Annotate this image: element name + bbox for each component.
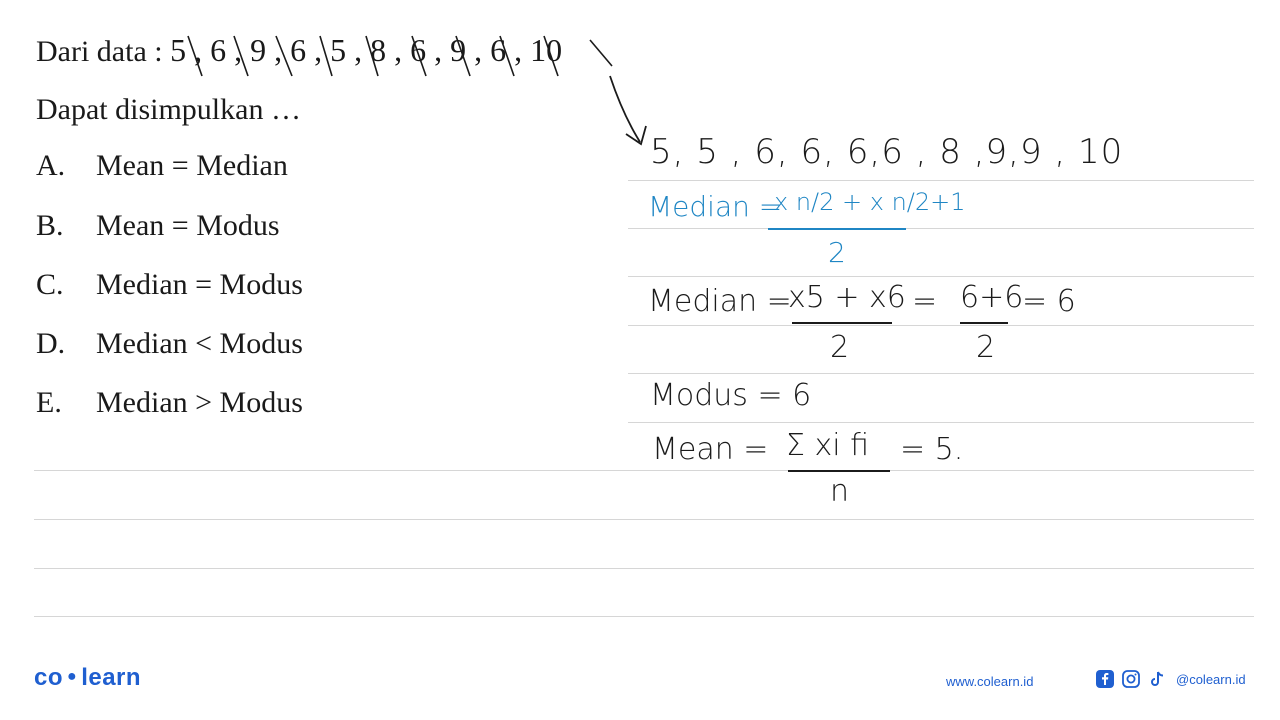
ruled-line: [34, 616, 1254, 617]
logo-dot: ●: [67, 668, 78, 685]
social-handle[interactable]: @colearn.id: [1176, 671, 1246, 687]
median-formula-label: Median =: [648, 190, 783, 223]
mean-result: = 5.: [900, 432, 964, 467]
median-formula-denominator: 2: [828, 236, 846, 269]
mean-denominator: n: [830, 474, 850, 509]
option-text: Mean = Modus: [96, 209, 280, 242]
data-prefix: Dari data :: [36, 35, 171, 68]
arrow-icon: [606, 72, 656, 152]
option-a: [36, 148, 288, 184]
equals-sign: =: [912, 284, 938, 319]
median-formula-fraction-bar: [768, 228, 906, 230]
mean-numerator: Σ xi fi: [786, 428, 870, 463]
instagram-icon[interactable]: [1122, 670, 1140, 688]
strike-marks: [180, 26, 620, 86]
website-link[interactable]: www.colearn.id: [946, 674, 1034, 689]
option-text: Median > Modus: [96, 386, 303, 419]
mean-fraction-bar: [788, 470, 890, 472]
option-text: Median < Modus: [96, 327, 303, 360]
median-calc-label: Median =: [648, 284, 792, 319]
ruled-line: [34, 470, 1254, 471]
median-mid-numerator: 6+6: [960, 280, 1024, 315]
option-c: [36, 267, 303, 303]
modus-line: Modus = 6: [650, 378, 812, 413]
colearn-logo: [34, 664, 141, 692]
facebook-icon[interactable]: [1096, 670, 1114, 688]
median-calc-result: = 6: [1022, 284, 1076, 319]
question-prompt: Dapat disimpulkan …: [36, 93, 301, 126]
option-letter: B.: [36, 209, 64, 242]
median-calc-denominator: 2: [830, 330, 850, 365]
median-calc-fraction-bar: [792, 322, 892, 324]
option-letter: A.: [36, 149, 66, 182]
median-mid-fraction-bar: [960, 322, 1008, 324]
option-e: [36, 385, 303, 421]
ruled-line: [628, 422, 1254, 423]
social-links: [1096, 670, 1246, 688]
option-text: Median = Modus: [96, 268, 303, 301]
option-text: Mean = Median: [96, 149, 288, 182]
ruled-line: [628, 276, 1254, 277]
mean-label: Mean =: [652, 432, 769, 467]
logo-left: co: [34, 664, 64, 691]
logo-right: learn: [81, 664, 142, 691]
option-letter: D.: [36, 327, 66, 360]
option-b: [36, 208, 280, 244]
option-letter: E.: [36, 386, 62, 419]
ruled-line: [628, 325, 1254, 326]
ruled-line: [34, 519, 1254, 520]
option-letter: C.: [36, 268, 64, 301]
data-values: 5 , 6 , 9 , 6 , 5 , 8 , 6 , 9 , 6 , 10: [170, 32, 563, 68]
median-mid-denominator: 2: [976, 330, 996, 365]
tiktok-icon[interactable]: [1148, 670, 1166, 688]
ruled-line: [628, 228, 1254, 229]
ruled-line: [628, 373, 1254, 374]
ruled-line: [34, 568, 1254, 569]
median-calc-numerator: x5 + x6: [788, 280, 906, 315]
option-d: [36, 326, 303, 362]
ruled-line: [628, 180, 1254, 181]
median-formula-numerator: x n/2 + x n/2+1: [774, 188, 966, 216]
sorted-data: 5, 5 , 6, 6, 6,6 , 8 ,9,9 , 10: [650, 132, 1124, 172]
